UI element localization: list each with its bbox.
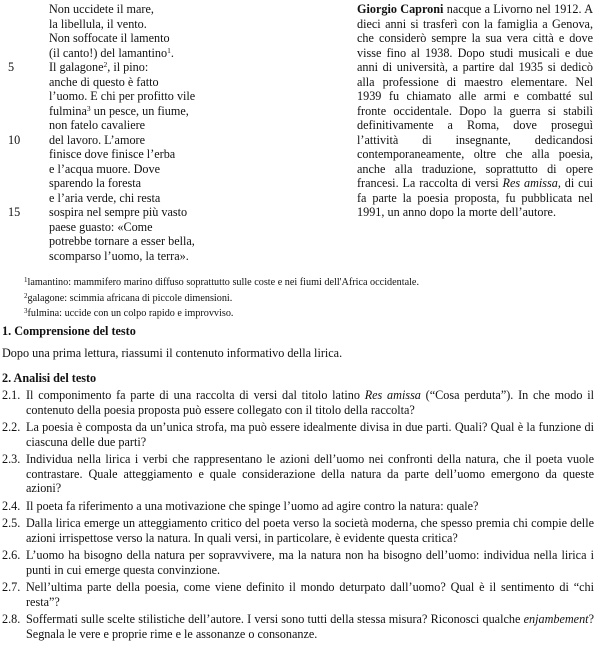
question-list: [2, 388, 594, 644]
footnotes: [24, 274, 584, 321]
poem-line: [4, 2, 339, 17]
line-number: 10: [8, 132, 21, 147]
section-1-text: Dopo una prima lettura, riassumi il contenuto informativo della lirica.: [2, 346, 343, 360]
poem-line: [4, 234, 339, 249]
poem-line: [4, 75, 339, 90]
question-text-a: Soffermati sulle scelte stilistiche dell’autore. I versi sono tutti della stessa misura? Riconosci qualche: [26, 612, 524, 626]
footnote-number: 3: [24, 307, 28, 315]
question-text: Nell’ultima parte della poesia, come viene definito il mondo deturpato dall’uomo? Qual è il sentimento di “chi resta”?: [26, 580, 594, 609]
question-number: 2.4.: [2, 498, 21, 513]
footnote: [24, 274, 584, 290]
poem-line: [4, 46, 339, 61]
question-text: Il poeta fa riferimento a una motivazione che spinge l’uomo ad agire contro la natura: quale?: [26, 498, 479, 513]
book-title: Res amissa: [502, 176, 558, 190]
section-1-heading: 1. Comprensione del testo: [2, 324, 136, 338]
question-text: Individua nella lirica i verbi che rappresentano le azioni dell’uomo nei confronti della natura, che il poeta vuole contrastare. Quale atteggiamento e quale considerazione della natura da parte dell’uomo emergono da queste azioni?: [26, 452, 594, 495]
footnote-text: lamantino: mammifero marino diffuso soprattutto sulle coste e nei fiumi dell'Africa occidentale.: [27, 277, 419, 288]
line-text: Non soffocate il lamento: [49, 31, 170, 45]
line-text-after: .: [170, 45, 174, 60]
line-text: non fatelo cavaliere: [49, 118, 146, 132]
poem: [4, 2, 339, 263]
poem-line: [4, 220, 339, 235]
footnote-text: fulmina: uccide con un colpo rapido e improvviso.: [27, 308, 234, 319]
footnote-ref: 3: [86, 103, 91, 113]
question-text: Dalla lirica emerge un atteggiamento critico del poeta verso la società moderna, che spesso premia chi compie delle azioni irrispettose verso la natura. In quali versi, in particolare, è evidente questa critica?: [26, 516, 594, 545]
poem-line: [4, 205, 339, 220]
poem-line: [4, 249, 339, 264]
question-2-2: [2, 420, 594, 449]
line-text: la libellula, il vento.: [49, 16, 147, 31]
poem-line: [4, 133, 339, 148]
question-2-3: [2, 452, 594, 496]
poem-line: [4, 162, 339, 177]
question-text-b: ? Segnala le vere e proprie rime e le assonanze o consonanze.: [26, 612, 594, 641]
poem-line: [4, 104, 339, 119]
line-text: potrebbe tornare a esser bella,: [49, 234, 195, 248]
question-number: 2.1.: [2, 388, 21, 402]
footnote-number: 2: [24, 291, 28, 300]
question-2-4: [2, 499, 594, 514]
question-number: 2.3.: [2, 452, 21, 466]
question-italic: enjambement: [523, 612, 589, 626]
footnote: [24, 290, 584, 306]
line-text: finisce dove finisce l’erba: [49, 147, 176, 161]
question-2-5: [2, 516, 594, 545]
line-number: 15: [8, 205, 21, 219]
line-text: fulmina: [49, 103, 87, 118]
question-number: 2.5.: [2, 516, 21, 530]
line-text: anche di questo è fatto: [49, 74, 159, 89]
question-number: 2.8.: [2, 612, 21, 626]
poem-line: [4, 118, 339, 133]
poem-line: [4, 60, 339, 75]
section-2-heading: 2. Analisi del testo: [2, 371, 97, 385]
line-text: paese guasto: «Come: [49, 219, 153, 234]
line-text-after: , il pino:: [107, 60, 149, 74]
question-2-6: [2, 548, 594, 577]
footnote-text: galagone: scimmia africana di piccole dimensioni.: [27, 292, 233, 304]
question-text-b: (“Cosa perduta”). In che modo il contenuto della poesia proposta può essere collegato con il titolo della raccolta?: [26, 388, 594, 417]
line-text: del lavoro. L’amore: [49, 132, 145, 147]
question-text: L’uomo ha bisogno della natura per sopravvivere, ma la natura non ha bisogno dell’uomo: individua nella lirica i punti in cui emerge questa convinzione.: [26, 548, 594, 577]
line-text: l’uomo. E chi per profitto vile: [49, 89, 196, 103]
question-text: La poesia è composta da un’unica strofa, ma può essere idealmente divisa in due parti. Quali? Qual è la funzione di ciascuna delle due parti?: [26, 420, 594, 449]
author-name: Giorgio Caproni: [357, 2, 444, 16]
line-text: e l’acqua muore. Dove: [49, 161, 160, 176]
line-text: Non uccidete il mare,: [49, 2, 154, 16]
poem-line: [4, 147, 339, 162]
question-2-8: [2, 612, 594, 641]
line-text: (il canto!) del lamantino: [49, 45, 168, 60]
poem-line: [4, 17, 339, 32]
footnote-ref: 2: [103, 60, 108, 69]
footnote: [24, 305, 584, 321]
line-text: scomparso l’uomo, la terra».: [49, 248, 189, 263]
line-text: sospira nel sempre più vasto: [49, 205, 188, 219]
line-text: sparendo la foresta: [49, 176, 142, 190]
question-2-1: [2, 388, 594, 417]
question-number: 2.2.: [2, 420, 21, 434]
poem-line: [4, 176, 339, 191]
footnote-number: 1: [24, 276, 28, 284]
bio-text-b: , di cui fa parte la poesia proposta, fu pubblicata nel 1991, un anno dopo la morte dell’autore.: [357, 176, 594, 219]
question-2-7: [2, 580, 594, 609]
line-text-after: un pesce, un fiume,: [90, 103, 189, 118]
question-italic: Res amissa: [364, 388, 421, 402]
question-text-a: Il componimento fa parte di una raccolta di versi dal titolo latino: [26, 388, 365, 402]
bio-text-a: nacque a Livorno nel 1912. A dieci anni si trasferì con la famiglia a Genova, che considerò sempre la sua vera città e dove visse fino al 1938. Dopo studi musicali e due anni di università, a partire dal 1935 si dedicò alla professione di maestro elementare. Nel 1939 fu chiamato alle armi e combatté sul fronte occidentale. Dopo la guerra si stabilì definitivamente a Roma, dove proseguì l’attività di insegnante, dedicandosi contemporaneamente, oltre che alla poesia, anche alla traduzione, soprattutto di opere francesi. La raccolta di versi: [357, 2, 593, 190]
question-number: 2.7.: [2, 580, 21, 594]
footnote-ref: 1: [167, 45, 171, 55]
poem-line: [4, 191, 339, 206]
poem-line: [4, 89, 339, 104]
poem-line: [4, 31, 339, 46]
line-text: e l’aria verde, chi resta: [49, 190, 161, 205]
question-number: 2.6.: [2, 548, 21, 562]
line-number: 5: [8, 60, 15, 74]
author-bio: [357, 2, 593, 220]
line-text: Il galagone: [49, 60, 104, 74]
